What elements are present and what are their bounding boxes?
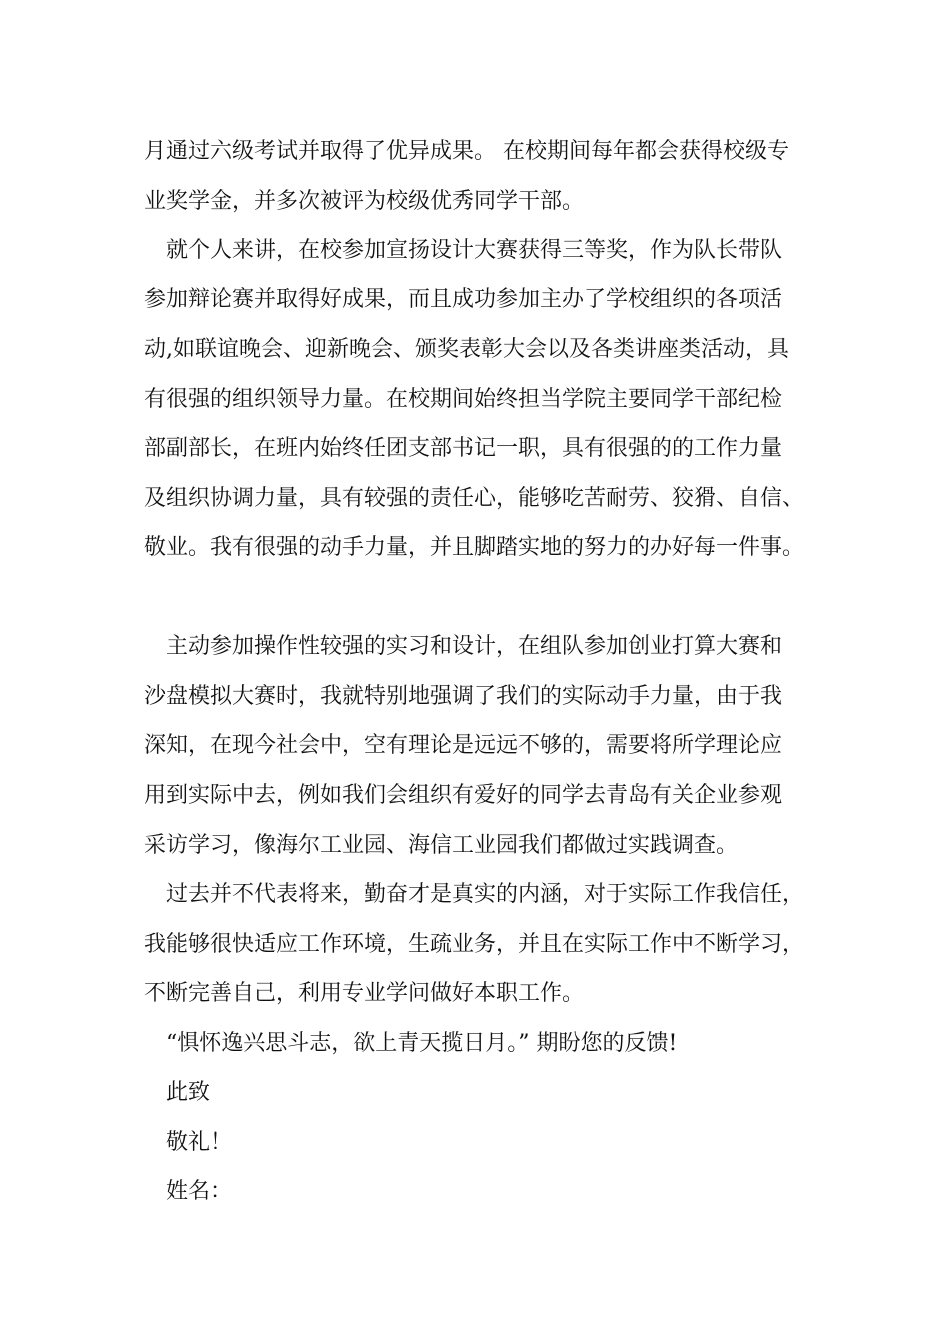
text-line-10: 主动参加操作性较强的实习和设计，在组队参加创业打算大赛和 <box>166 634 783 659</box>
text-line-15: 过去并不代表将来，勤奋才是真实的内涵，对于实际工作我信任， <box>166 882 805 907</box>
text-line-21: 姓名： <box>166 1179 233 1204</box>
text-line-5: 动,如联谊晚会、迎新晚会、颁奖表彰大会以及各类讲座类活动，具 <box>144 337 789 362</box>
text-line-4: 参加辩论赛并取得好成果，而且成功参加主办了学校组织的各项活 <box>144 287 783 312</box>
text-line-3: 就个人来讲，在校参加宣扬设计大赛获得三等奖，作为队长带队 <box>166 238 783 263</box>
text-line-16: 我能够很快适应工作环境，生疏业务，并且在实际工作中不断学习， <box>144 932 805 957</box>
text-line-2: 业奖学金，并多次被评为校级优秀同学干部。 <box>144 189 585 214</box>
text-line-18: “惧怀逸兴思斗志，欲上青天揽日月。” 期盼您的反馈! <box>166 1031 678 1056</box>
text-line-8: 及组织协调力量，具有较强的责任心，能够吃苦耐劳、狡猾、自信、 <box>144 486 805 511</box>
text-line-1: 月通过六级考试并取得了优异成果。 在校期间每年都会获得校级专 <box>144 139 789 164</box>
text-line-9: 敬业。我有很强的动手力量，并且脚踏实地的努力的办好每一件事。 <box>144 535 805 560</box>
text-line-17: 不断完善自己，利用专业学问做好本职工作。 <box>144 981 585 1006</box>
text-line-6: 有很强的组织领导力量。在校期间始终担当学院主要同学干部纪检 <box>144 387 783 412</box>
text-line-19: 此致 <box>166 1080 211 1105</box>
text-line-7: 部副部长，在班内始终任团支部书记一职，具有很强的的工作力量 <box>144 436 783 461</box>
text-line-14: 采访学习，像海尔工业园、海信工业园我们都做过实践调查。 <box>144 833 739 858</box>
text-line-11: 沙盘模拟大赛时，我就特别地强调了我们的实际动手力量，由于我 <box>144 684 783 709</box>
text-line-20: 敬礼！ <box>166 1130 233 1155</box>
text-line-13: 用到实际中去，例如我们会组织有爱好的同学去青岛有关企业参观 <box>144 783 783 808</box>
text-line-12: 深知，在现今社会中，空有理论是远远不够的，需要将所学理论应 <box>144 733 783 758</box>
